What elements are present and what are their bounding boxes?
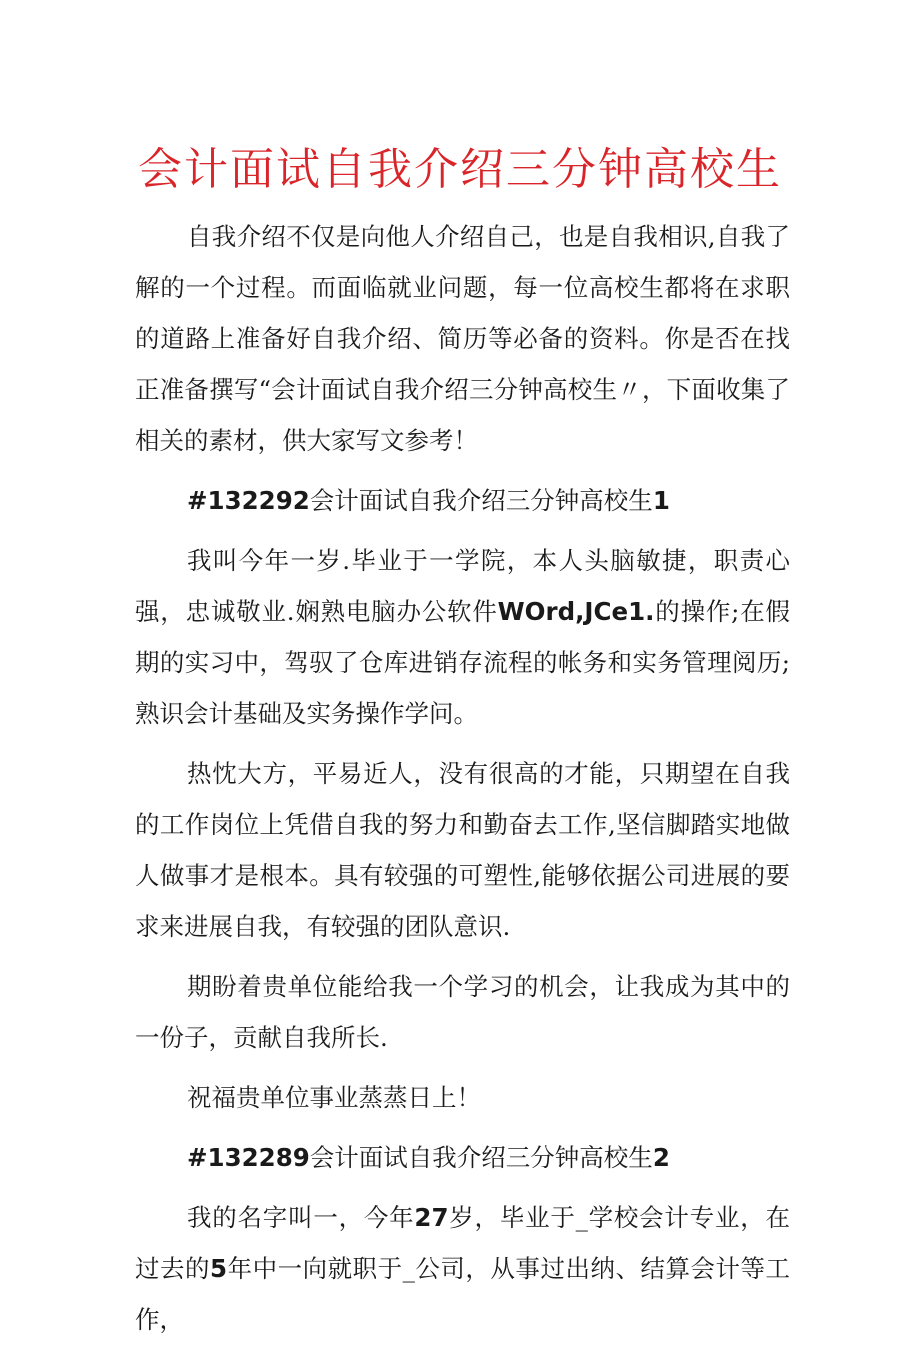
section-1-paragraph-3: 期盼着贵单位能给我一个学习的机会，让我成为其中的一份子，贡献自我所长. (135, 972, 790, 1052)
section-1-paragraph-4: 祝福贵单位事业蒸蒸日上！ (187, 1083, 481, 1112)
section-1-number: 1 (652, 486, 670, 515)
section-1-heading (135, 475, 790, 526)
section-1-paragraph-1-text-a: 我叫今年一岁.毕业于一学院，本人头脑敏捷，职责心强，忠诚敬业.娴熟电脑办公软件 (135, 546, 790, 626)
section-2-age: 27 (414, 1203, 449, 1232)
section-2-heading-text: 会计面试自我介绍三分钟高校生 (309, 1143, 653, 1172)
section-1-paragraph-2: 热忱大方，平易近人，没有很高的才能，只期望在自我的工作岗位上凭借自我的努力和勤奋去工作,坚信脚踏实地做人做事才是根本。具有较强的可塑性,能够依据公司进展的要求来进展自我，有较强的团队意识. (135, 759, 790, 941)
section-2-id: #132289 (187, 1143, 310, 1172)
section-2-heading (135, 1132, 790, 1183)
section-2-years: 5 (210, 1254, 228, 1283)
section-2-paragraph-1-text-c: 年中一向就职于_公司，从事过出纳、结算会计等工作， (135, 1254, 791, 1334)
section-1-id: #132292 (187, 486, 310, 515)
document-body (135, 211, 790, 1354)
section-2-paragraph-1 (135, 1192, 790, 1345)
section-1-heading-text: 会计面试自我介绍三分钟高校生 (309, 486, 653, 515)
section-2-number: 2 (652, 1143, 670, 1172)
intro-paragraph: 自我介绍不仅是向他人介绍自己，也是自我相识,自我了解的一个过程。而面临就业问题，每一位高校生都将在求职的道路上准备好自我介绍、简历等必备的资料。你是否在找正准备撰写“会计面试自我介绍三分钟高校生〃，下面收集了相关的素材，供大家写文参考！ (135, 222, 790, 455)
section-2-paragraph-1-text-a: 我的名字叫一，今年 (187, 1203, 415, 1232)
section-2-paragraph-1-text-b: 岁，毕业于_学校会计专业，在过去的 (135, 1203, 791, 1283)
section-1-paragraph-1-text-b: 的操作;在假期的实习中，驾驭了仓库进销存流程的帐务和实务管理阅历;熟识会计基础及实务操作学问。 (135, 597, 790, 728)
section-1-paragraph-1 (135, 535, 790, 739)
document-title: 会计面试自我介绍三分钟高校生 (138, 144, 782, 195)
section-1-software-names: WOrd,JCe1. (497, 597, 655, 626)
